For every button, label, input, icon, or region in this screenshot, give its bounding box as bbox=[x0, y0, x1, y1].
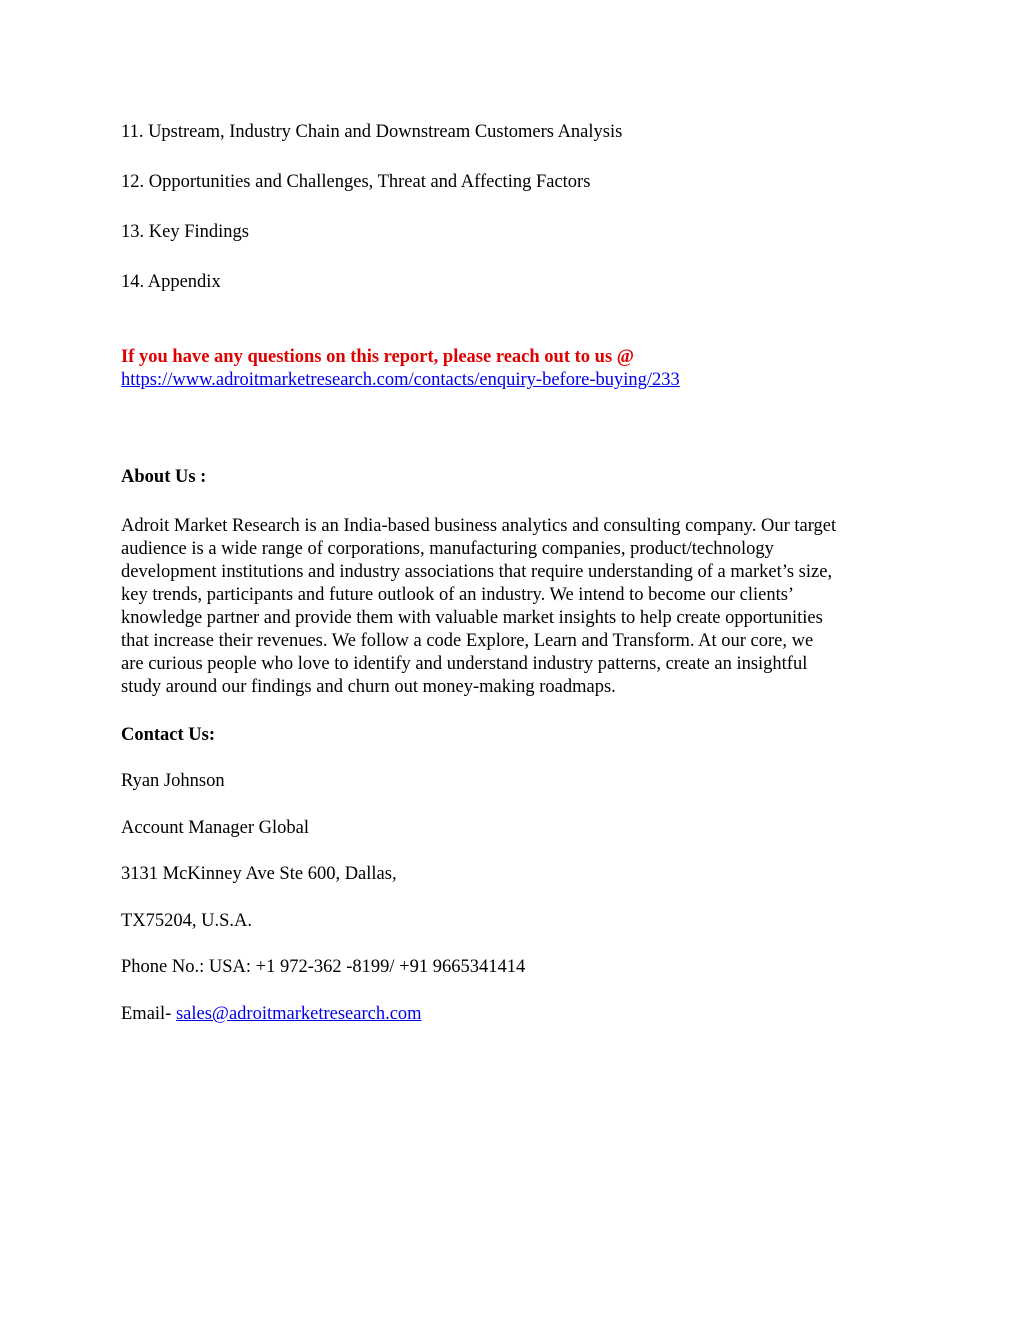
about-line: knowledge partner and provide them with valuable market insights to help create opportunities bbox=[121, 608, 823, 628]
contact-name: Ryan Johnson bbox=[121, 771, 225, 791]
about-heading: About Us : bbox=[121, 467, 207, 487]
about-line: development institutions and industry associations that require understanding of a market’s size, bbox=[121, 562, 833, 582]
toc-item-14: 14. Appendix bbox=[121, 272, 221, 292]
about-line: study around our findings and churn out money-making roadmaps. bbox=[121, 677, 616, 697]
inquiry-link[interactable]: https://www.adroitmarketresearch.com/contacts/enquiry-before-buying/233 bbox=[121, 370, 680, 390]
contact-email-label: Email- bbox=[121, 1004, 176, 1024]
about-line: key trends, participants and future outlook of an industry. We intend to become our clients’ bbox=[121, 585, 795, 605]
inquiry-label: If you have any questions on this report, please reach out to us @ bbox=[121, 347, 634, 367]
contact-title: Account Manager Global bbox=[121, 818, 310, 838]
contact-email-link[interactable]: sales@adroitmarketresearch.com bbox=[175, 1004, 422, 1024]
toc-item-12: 12. Opportunities and Challenges, Threat and Affecting Factors bbox=[121, 172, 591, 192]
toc-item-11: 11. Upstream, Industry Chain and Downstream Customers Analysis bbox=[121, 122, 623, 142]
about-line: Adroit Market Research is an India-based business analytics and consulting company. Our target bbox=[121, 516, 837, 536]
contact-heading: Contact Us: bbox=[121, 725, 216, 745]
contact-phone: Phone No.: USA: +1 972-362 -8199/ +91 9665341414 bbox=[121, 957, 526, 977]
contact-address-line2: TX75204, U.S.A. bbox=[121, 911, 253, 931]
contact-address-line1: 3131 McKinney Ave Ste 600, Dallas, bbox=[121, 864, 397, 884]
about-line: that increase their revenues. We follow a code Explore, Learn and Transform. At our core, we bbox=[121, 631, 814, 651]
about-paragraph bbox=[121, 515, 911, 699]
about-line: audience is a wide range of corporations, manufacturing companies, product/technology bbox=[121, 539, 774, 559]
inquiry-link-line bbox=[121, 369, 680, 392]
about-line: are curious people who love to identify and understand industry patterns, create an insightful bbox=[121, 654, 808, 674]
toc-item-13: 13. Key Findings bbox=[121, 222, 249, 242]
contact-email-line bbox=[121, 1003, 422, 1026]
